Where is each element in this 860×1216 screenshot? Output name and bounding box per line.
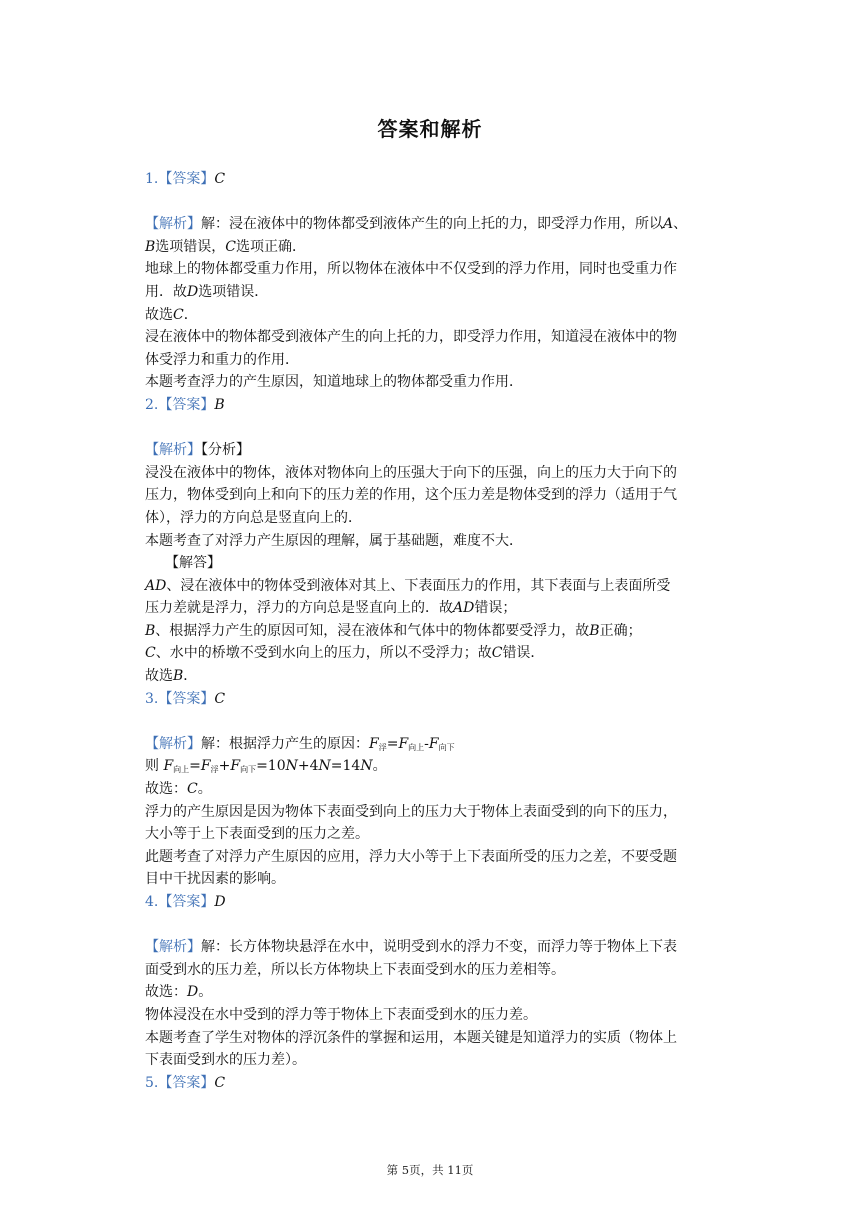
text: 选项错误， bbox=[155, 238, 226, 255]
q3-choice-line bbox=[145, 778, 725, 801]
unit: N bbox=[285, 758, 298, 775]
q2-solution-line-1 bbox=[145, 575, 725, 598]
answer-content bbox=[145, 168, 725, 1094]
option-letter: B bbox=[145, 622, 156, 639]
page-title: 答案和解析 bbox=[377, 117, 483, 141]
q1-analysis-line-2 bbox=[145, 236, 725, 259]
force-symbol: F bbox=[398, 735, 409, 752]
q1-number: 1. bbox=[145, 171, 159, 187]
text: ． bbox=[183, 668, 198, 685]
option-letter: D bbox=[187, 283, 199, 300]
analysis-label: 【解析】 bbox=[145, 442, 201, 459]
q3-analysis-line-4: 浮力的产生原因是因为物体下表面受到向上的压力大于物体上表面受到的向下的压力， bbox=[145, 803, 677, 820]
q3-analysis-line-6: 此题考查了对浮力产生原因的应用，浮力大小等于上下表面所受的压力之差，不要受题 bbox=[145, 848, 677, 865]
text: 选项正确． bbox=[236, 238, 307, 255]
q2-solution-line-3 bbox=[145, 620, 725, 643]
q3-formula-line-1 bbox=[145, 733, 725, 756]
text: 故选： bbox=[145, 984, 187, 1001]
force-symbol: F bbox=[369, 735, 379, 752]
q4-choice-line bbox=[145, 981, 725, 1004]
q3-analysis-line-5: 大小等于上下表面受到的压力之差。 bbox=[145, 826, 369, 843]
q2-analysis-line-1: 浸没在液体中的物体，液体对物体向上的压强大于向下的压强，向上的压力大于向下的 bbox=[145, 464, 677, 481]
option-letter: C bbox=[145, 645, 156, 662]
q4-answer-value: D bbox=[214, 894, 226, 910]
subscript: 向下 bbox=[438, 742, 455, 752]
force-symbol: F bbox=[428, 735, 439, 752]
text: 故选 bbox=[145, 306, 173, 323]
text: 。 bbox=[198, 984, 213, 1001]
text: 解：浸在液体中的物体都受到液体产生的向上托的力，即受浮力作用，所以 bbox=[201, 216, 663, 233]
q3-answer-value: C bbox=[214, 690, 226, 707]
number: +4 bbox=[297, 758, 319, 775]
option-letter: C bbox=[187, 781, 198, 798]
text: 则 bbox=[145, 758, 164, 775]
text: 解：根据浮力产生的原因： bbox=[201, 735, 369, 752]
q2-solution-line-2 bbox=[145, 597, 725, 620]
subscript: 向上 bbox=[173, 765, 190, 775]
text: ． bbox=[183, 306, 198, 323]
operator: = bbox=[386, 735, 399, 752]
q4-analysis-line-6: 下表面受到水的压力差）。 bbox=[145, 1052, 306, 1069]
q2-answer-value: B bbox=[214, 396, 225, 413]
text: 、根据浮力产生的原因可知，浸在液体和气体中的物体都要受浮力，故 bbox=[155, 622, 590, 639]
q4-analysis-line-1 bbox=[145, 936, 725, 959]
q1-choice-line bbox=[145, 304, 725, 327]
force-symbol: F bbox=[200, 758, 211, 775]
q1-analysis-line-6: 浸在液体中的物体都受到液体产生的向上托的力，即受浮力作用，知道浸在液体中的物 bbox=[145, 329, 677, 346]
text: 错误． bbox=[502, 645, 545, 662]
q1-analysis-line-7: 体受浮力和重力的作用． bbox=[145, 351, 299, 368]
text: 选项错误． bbox=[198, 283, 269, 300]
answer-label: 【答案】 bbox=[158, 1074, 215, 1091]
text: 、 bbox=[673, 216, 688, 233]
q2-analysis-header bbox=[145, 439, 725, 462]
footer-text: 页，共 bbox=[409, 1163, 448, 1177]
jieda-label: 【解答】 bbox=[165, 555, 221, 572]
analysis-label: 【解析】 bbox=[145, 216, 201, 233]
answer-label: 【答案】 bbox=[158, 894, 215, 910]
option-letter: D bbox=[187, 984, 199, 1001]
answer-label: 【答案】 bbox=[158, 171, 215, 187]
q1-analysis-line-3: 地球上的物体都受重力作用，所以物体在液体中不仅受到的浮力作用，同时也受重力作 bbox=[145, 261, 677, 278]
subscript: 浮 bbox=[378, 742, 387, 752]
option-letter: B bbox=[589, 622, 600, 639]
q4-analysis-line-4: 物体浸没在水中受到的浮力等于物体上下表面受到水的压力差。 bbox=[145, 1006, 537, 1023]
q1-answer-value: C bbox=[214, 171, 226, 187]
q4-analysis-line-2: 面受到水的压力差，所以长方体物块上下表面受到水的压力差相等。 bbox=[145, 961, 565, 978]
q5-answer-line bbox=[145, 1072, 725, 1095]
number: =10 bbox=[256, 758, 286, 775]
page-footer bbox=[0, 1162, 860, 1178]
q2-analysis-line-4: 本题考查了对浮力产生原因的理解，属于基础题，难度不大． bbox=[145, 532, 523, 549]
unit: N bbox=[318, 758, 331, 775]
q1-analysis-line-8: 本题考查浮力的产生原因，知道地球上的物体都受重力作用． bbox=[145, 374, 523, 391]
q2-analysis-line-2: 压力，物体受到向上和向下的压力差的作用，这个压力差是物体受到的浮力（适用于气 bbox=[145, 487, 677, 504]
total-pages: 11 bbox=[447, 1163, 462, 1177]
option-letter: B bbox=[173, 668, 184, 685]
q2-number: 2. bbox=[145, 396, 159, 413]
option-letter: C bbox=[491, 645, 503, 662]
fenxi-label: 【分析】 bbox=[201, 442, 250, 459]
text: 错误； bbox=[474, 600, 517, 617]
answer-label: 【答案】 bbox=[158, 396, 215, 413]
option-letter: AD bbox=[145, 577, 167, 594]
option-letter: C bbox=[225, 238, 237, 255]
q1-analysis-line-4 bbox=[145, 281, 725, 304]
subscript: 浮 bbox=[210, 765, 219, 775]
operator: + bbox=[218, 758, 231, 775]
q1-analysis-line-1 bbox=[145, 213, 725, 236]
text: 正确； bbox=[599, 622, 642, 639]
q3-number: 3. bbox=[145, 690, 159, 707]
q2-answer-line bbox=[145, 394, 725, 417]
number: =14 bbox=[330, 758, 361, 775]
text: 、浸在液体中的物体受到液体对其上、下表面压力的作用，其下表面与上表面所受 bbox=[166, 577, 671, 594]
q2-analysis-line-3: 体），浮力的方向总是竖直向上的． bbox=[145, 509, 362, 526]
analysis-label: 【解析】 bbox=[145, 735, 201, 752]
q3-formula-line-2 bbox=[145, 755, 725, 778]
text: 。 bbox=[372, 758, 387, 775]
option-letter: B bbox=[145, 238, 156, 255]
footer-text: 第 bbox=[386, 1163, 402, 1177]
q2-choice-line bbox=[145, 665, 725, 688]
q3-analysis-line-7: 目中干扰因素的影响。 bbox=[145, 871, 285, 888]
operator: = bbox=[189, 758, 201, 775]
q4-analysis-line-5: 本题考查了学生对物体的浮沉条件的掌握和运用，本题关键是知道浮力的实质（物体上 bbox=[145, 1029, 677, 1046]
text: 压力差就是浮力，浮力的方向总是竖直向上的．故 bbox=[145, 600, 453, 617]
subscript: 向下 bbox=[240, 765, 257, 775]
text: 用．故 bbox=[145, 283, 187, 300]
q5-number: 5. bbox=[145, 1074, 159, 1091]
text: 故选： bbox=[145, 781, 187, 798]
subscript: 向上 bbox=[408, 742, 425, 752]
answer-label: 【答案】 bbox=[158, 690, 215, 707]
force-symbol: F bbox=[230, 758, 241, 775]
q4-number: 4. bbox=[145, 894, 159, 910]
footer-text: 页 bbox=[461, 1163, 474, 1177]
text: 故选 bbox=[145, 668, 173, 685]
unit: N bbox=[360, 758, 373, 775]
option-letter: C bbox=[173, 306, 184, 323]
option-letter: A bbox=[663, 216, 674, 233]
q2-solution-line-4 bbox=[145, 642, 725, 665]
operator: - bbox=[424, 735, 429, 752]
option-letter: AD bbox=[453, 600, 475, 617]
q4-answer-line bbox=[145, 891, 725, 914]
force-symbol: F bbox=[163, 758, 174, 775]
analysis-label: 【解析】 bbox=[145, 939, 201, 956]
q3-answer-line bbox=[145, 688, 725, 711]
text: 解：长方体物块悬浮在水中，说明受到水的浮力不变，而浮力等于物体上下表 bbox=[201, 939, 677, 956]
q5-answer-value: C bbox=[214, 1074, 226, 1091]
q1-answer-line bbox=[145, 168, 725, 191]
text: 。 bbox=[197, 781, 212, 798]
text: 、水中的桥墩不受到水向上的压力，所以不受浮力；故 bbox=[155, 645, 492, 662]
page-number: 5 bbox=[401, 1163, 410, 1177]
